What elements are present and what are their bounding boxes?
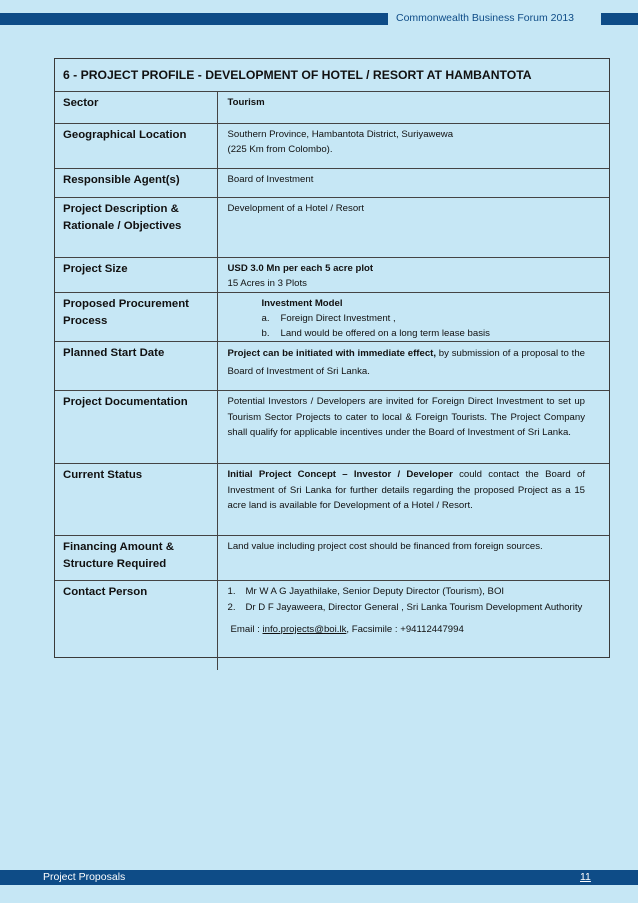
row-contact — [55, 581, 609, 670]
contact-label: Contact Person — [55, 581, 217, 670]
row-procurement — [55, 292, 609, 342]
header-bar-right — [601, 13, 638, 25]
procurement-label: Proposed Procurement Process — [55, 292, 217, 342]
profile-table — [55, 91, 609, 670]
email-label: Email : — [230, 624, 263, 636]
status-value — [217, 464, 609, 536]
contact-value — [217, 581, 609, 670]
procurement-heading: Investment Model — [261, 297, 343, 309]
row-status — [55, 464, 609, 536]
procurement-value — [217, 292, 609, 342]
location-value — [217, 124, 609, 169]
procurement-item — [228, 311, 586, 326]
start-date-label: Planned Start Date — [55, 342, 217, 391]
row-size — [55, 258, 609, 293]
documentation-value: Potential Investors / Developers are invited for Foreign Direct Investment to set up Tourism Sector Projects to cater to local & Foreign Tourists. The Project Company shall qualify for applicable incentives under the Board of Investment of Sri Lanka. — [217, 391, 609, 464]
row-documentation — [55, 391, 609, 464]
agent-value: Board of Investment — [217, 169, 609, 198]
email-link[interactable]: info.projects@boi.lk — [262, 624, 347, 636]
row-financing — [55, 536, 609, 581]
status-bold: Initial Project Concept – Investor / Developer — [227, 469, 453, 481]
sector-label: Sector — [55, 92, 217, 124]
project-profile-sheet — [54, 58, 610, 658]
contact-line — [228, 622, 586, 637]
header-bar-left — [0, 13, 388, 25]
footer-label: Project Proposals — [43, 871, 126, 883]
financing-label: Financing Amount & Structure Required — [55, 536, 217, 581]
description-value: Development of a Hotel / Resort — [217, 198, 609, 258]
row-description — [55, 198, 609, 258]
contact-person-marker: 2. — [227, 601, 236, 613]
page-number: 11 — [580, 871, 591, 883]
row-sector — [55, 92, 609, 124]
size-line2: 15 Acres in 3 Plots — [227, 278, 307, 290]
description-label: Project Description & Rationale / Objectives — [55, 198, 217, 258]
row-agent — [55, 169, 609, 198]
contact-person-text: Mr W A G Jayathilake, Senior Deputy Director (Tourism), BOI — [245, 586, 505, 598]
agent-label: Responsible Agent(s) — [55, 169, 217, 198]
size-line1: USD 3.0 Mn per each 5 acre plot — [227, 263, 374, 274]
start-date-rest: by submission of a proposal to the Board of Investment of Sri Lanka. — [227, 348, 585, 378]
contact-person-text: Dr D F Jayaweera, Director General , Sri Lanka Tourism Development Authority — [245, 601, 583, 613]
profile-title: 6 - PROJECT PROFILE - DEVELOPMENT OF HOTEL / RESORT AT HAMBANTOTA — [63, 68, 532, 82]
procurement-item — [228, 326, 586, 341]
fax-label: , Facsimile : — [346, 624, 401, 636]
documentation-label: Project Documentation — [55, 391, 217, 464]
sector-value: Tourism — [217, 92, 609, 124]
procurement-item-marker: a. — [261, 312, 270, 324]
size-value — [217, 258, 609, 293]
row-location — [55, 124, 609, 169]
status-label: Current Status — [55, 464, 217, 536]
location-label: Geographical Location — [55, 124, 217, 169]
location-line2: (225 Km from Colombo). — [227, 144, 333, 156]
location-line1: Southern Province, Hambantota District, Suriyawewa — [227, 129, 454, 140]
row-start-date — [55, 342, 609, 391]
procurement-item-marker: b. — [261, 328, 270, 340]
financing-value: Land value including project cost should be financed from foreign sources. — [217, 536, 609, 581]
contact-person — [228, 584, 586, 599]
start-date-value — [217, 342, 609, 391]
size-label: Project Size — [55, 258, 217, 293]
contact-person-marker: 1. — [227, 586, 236, 598]
contact-person — [228, 600, 586, 615]
procurement-item-text: Land would be offered on a long term lease basis — [280, 328, 490, 340]
procurement-item-text: Foreign Direct Investment , — [280, 312, 396, 324]
header-title: Commonwealth Business Forum 2013 — [396, 12, 574, 24]
fax-value: +94112447994 — [400, 624, 464, 636]
start-date-bold: Project can be initiated with immediate effect, — [227, 348, 437, 360]
status-rest: could contact the Board of Investment of Sri Lanka for further details regarding the proposed Project as a 15 acre land is available for Development of a Hotel / Resort. — [227, 469, 585, 512]
